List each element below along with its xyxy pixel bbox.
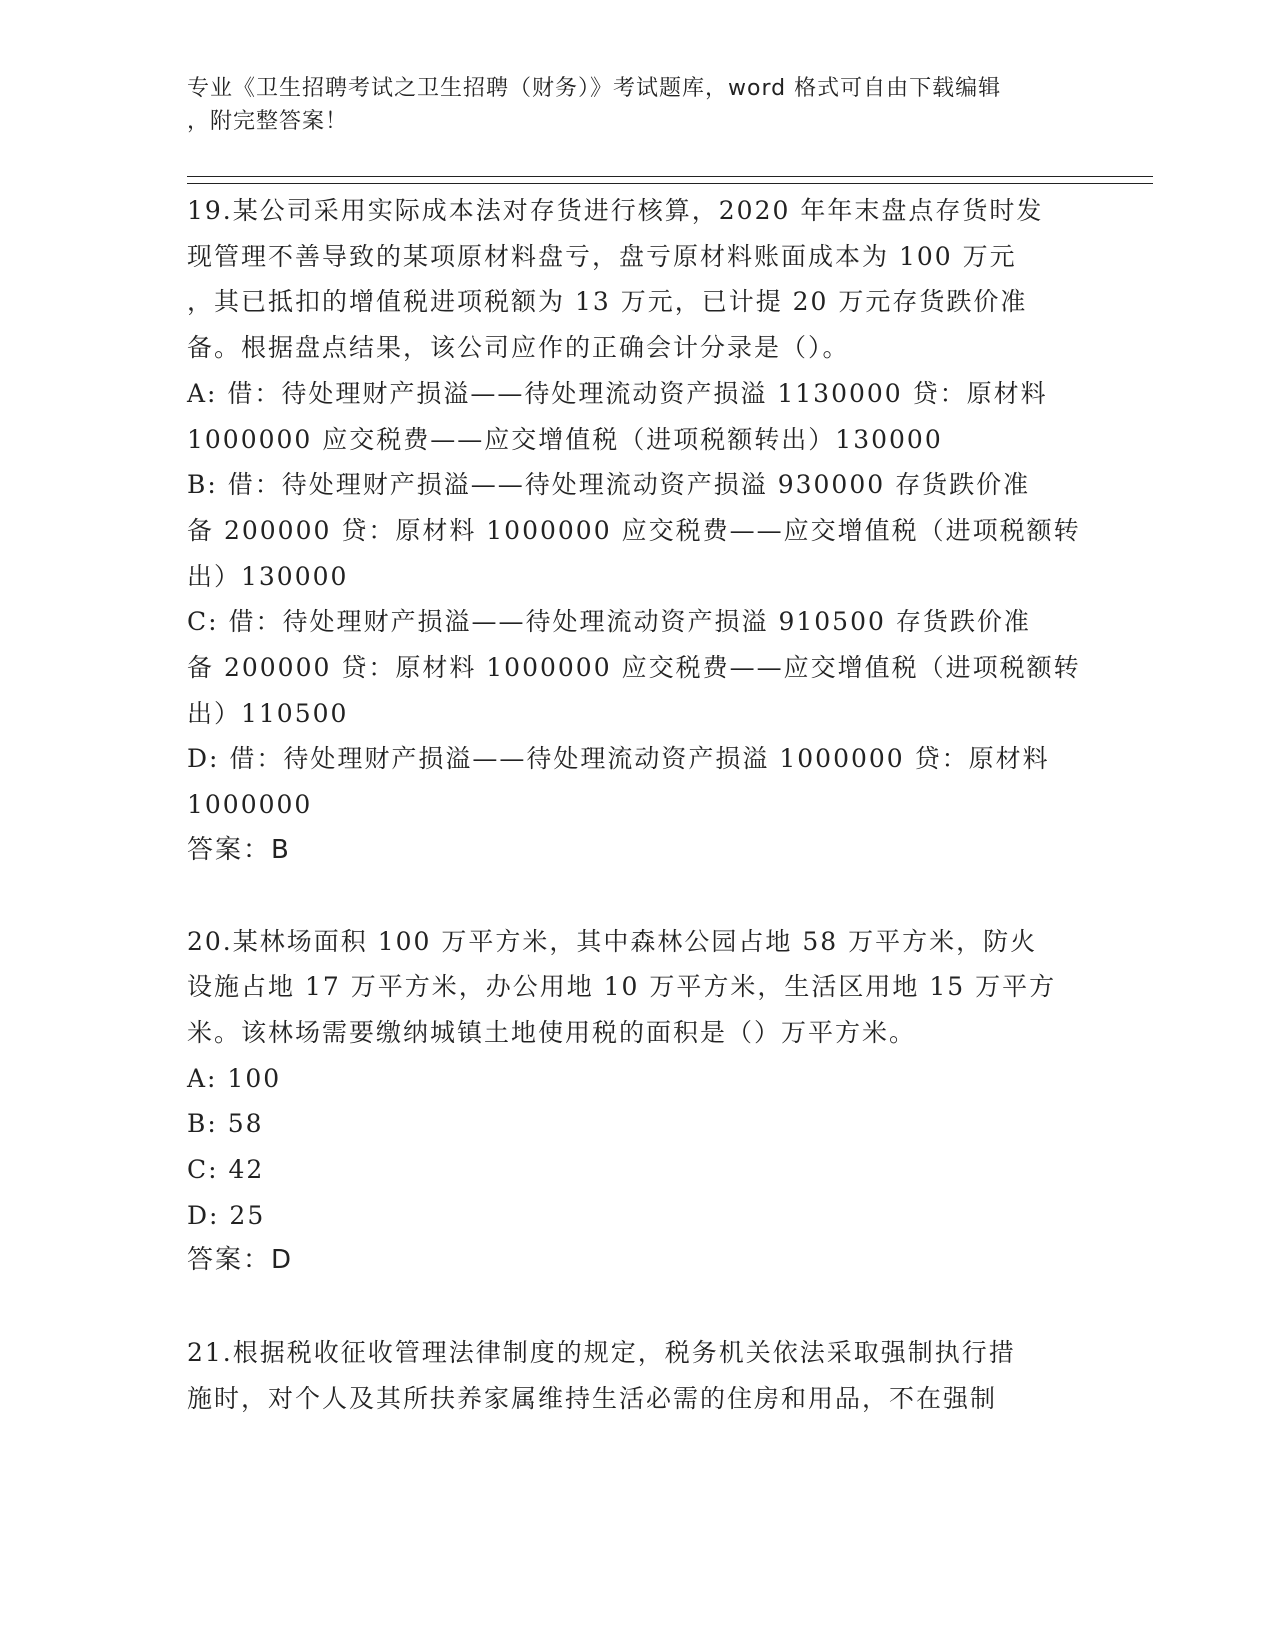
option-d-cont: 1000000 <box>187 790 313 820</box>
question-text: 备。根据盘点结果，该公司应作的正确会计分录是（）。 <box>187 333 850 363</box>
option-c: C: 借：待处理财产损溢——待处理流动资产损溢 910500 存货跌价准 <box>187 607 1031 637</box>
option-d: D: 25 <box>187 1200 266 1230</box>
question-20 <box>187 919 1087 1285</box>
option-b: B: 58 <box>187 1109 264 1139</box>
question-19 <box>187 188 1087 874</box>
option-c-cont: 备 200000 贷：原材料 1000000 应交税费——应交增值税（进项税额转 <box>187 653 1081 683</box>
option-a: A: 100 <box>187 1063 282 1093</box>
answer-19: 答案：B <box>187 834 291 865</box>
option-c: C: 42 <box>187 1155 265 1185</box>
answer-20: 答案：D <box>187 1245 294 1276</box>
question-text: 现管理不善导致的某项原材料盘亏，盘亏原材料账面成本为 100 万元 <box>187 241 1017 271</box>
header-line-1: 专业《卫生招聘考试之卫生招聘（财务）》考试题库，word 格式可自由下载编辑 <box>187 76 1002 101</box>
header-rule-top <box>187 176 1153 177</box>
option-a: A: 借：待处理财产损溢——待处理流动资产损溢 1130000 贷：原材料 <box>187 378 1048 408</box>
option-d: D: 借：待处理财产损溢——待处理流动资产损溢 1000000 贷：原材料 <box>187 744 1050 774</box>
question-text: ，其已抵扣的增值税进项税额为 13 万元，已计提 20 万元存货跌价准 <box>187 287 1028 317</box>
question-text: 施时，对个人及其所扶养家属维持生活必需的住房和用品，不在强制 <box>187 1383 998 1413</box>
option-b-cont: 备 200000 贷：原材料 1000000 应交税费——应交增值税（进项税额转 <box>187 515 1081 545</box>
document-body <box>187 188 1087 1422</box>
question-21 <box>187 1330 1087 1421</box>
question-text: 米。该林场需要缴纳城镇土地使用税的面积是（）万平方米。 <box>187 1017 917 1047</box>
question-text: 21.根据税收征收管理法律制度的规定，税务机关依法采取强制执行措 <box>187 1338 1016 1368</box>
spacer <box>187 874 1087 919</box>
spacer <box>187 1284 1087 1330</box>
document-header <box>187 72 1067 138</box>
option-b-cont: 出）130000 <box>187 561 349 591</box>
header-line-2: ，附完整答案！ <box>187 109 349 134</box>
option-c-cont: 出）110500 <box>187 698 349 728</box>
option-a-cont: 1000000 应交税费——应交增值税（进项税额转出）130000 <box>187 424 943 454</box>
question-text: 20.某林场面积 100 万平方米，其中森林公园占地 58 万平方米，防火 <box>187 926 1038 956</box>
header-rule-bottom <box>187 183 1153 184</box>
question-text: 设施占地 17 万平方米，办公用地 10 万平方米，生活区用地 15 万平方 <box>187 972 1057 1002</box>
question-text: 19.某公司采用实际成本法对存货进行核算，2020 年年末盘点存货时发 <box>187 196 1044 225</box>
option-b: B: 借：待处理财产损溢——待处理流动资产损溢 930000 存货跌价准 <box>187 470 1031 500</box>
